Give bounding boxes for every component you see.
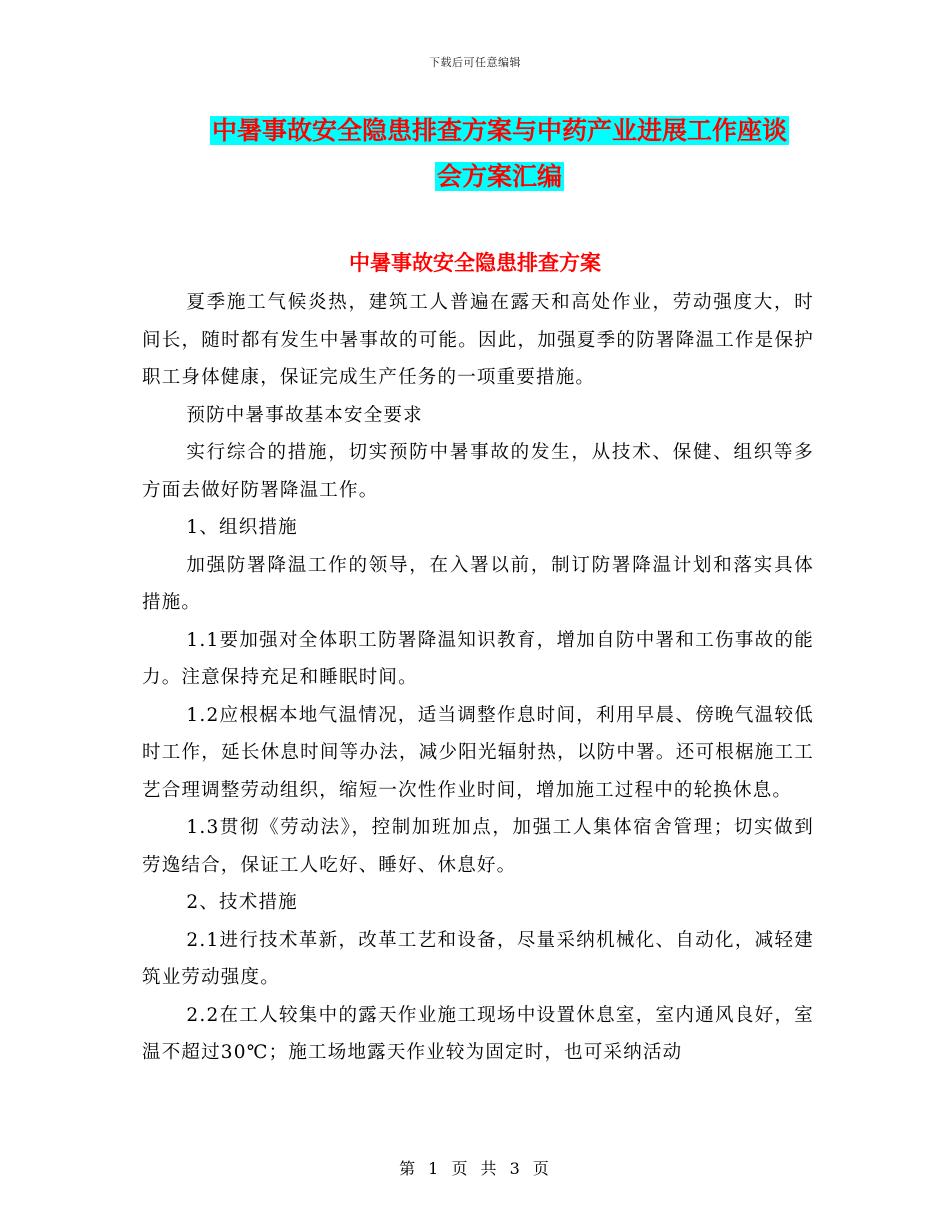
header-note: 下载后可任意编辑 <box>429 56 521 69</box>
section-title: 中暑事故安全隐患排查方案 <box>349 251 601 275</box>
paragraph: 2、技术措施 <box>186 892 298 913</box>
paragraph: 1.1要加强对全体职工防署降温知识教育，增加自防中署和工伤事故的能力。注意保持充足和睡眠时间。 <box>142 629 814 688</box>
paragraph: 1.2应根椐本地气温情况，适当调整作息时间，利用早晨、傍晚气温较低时工作，延长休息时间等办法，减少阳光辐射热，以防中署。还可根椐施工工艺合理调整劳动组织，缩短一次性作业时间，增加施工过程中的轮换休息。 <box>142 704 814 801</box>
body-text <box>142 284 814 1072</box>
page-footer: 第 1 页 共 3 页 <box>399 1159 551 1178</box>
paragraph: 预防中暑事故基本安全要求 <box>186 404 423 426</box>
paragraph: 2.2在工人较集中的露天作业施工现场中设置休息室，室内通风良好，室温不超过30℃；施工场地露天作业较为固定时，也可采纳活动 <box>142 1004 814 1063</box>
title-line-2: 会方案汇编 <box>436 162 562 191</box>
document-title <box>192 108 807 200</box>
paragraph: 1、组织措施 <box>186 517 298 538</box>
paragraph: 2.1进行技术革新，改革工艺和设备，尽量采纳机械化、自动化，减轻建筑业劳动强度。 <box>142 929 814 988</box>
paragraph: 加强防署降温工作的领导，在入署以前，制订防署降温计划和落实具体措施。 <box>142 554 814 613</box>
title-line-1: 中暑事故安全隐患排查方案与中药产业进展工作座谈 <box>211 116 787 145</box>
paragraph: 实行综合的措施，切实预防中暑事故的发生，从技术、保健、组织等多方面去做好防署降温工作。 <box>142 442 814 501</box>
paragraph: 夏季施工气候炎热，建筑工人普遍在露天和高处作业，劳动强度大，时间长，随时都有发生中暑事故的可能。因此，加强夏季的防署降温工作是保护职工身体健康，保证完成生产任务的一项重要措施。 <box>142 292 814 388</box>
paragraph: 1.3贯彻《劳动法》，控制加班加点，加强工人集体宿舍管理；切实做到劳逸结合，保证工人吃好、睡好、休息好。 <box>142 817 814 876</box>
